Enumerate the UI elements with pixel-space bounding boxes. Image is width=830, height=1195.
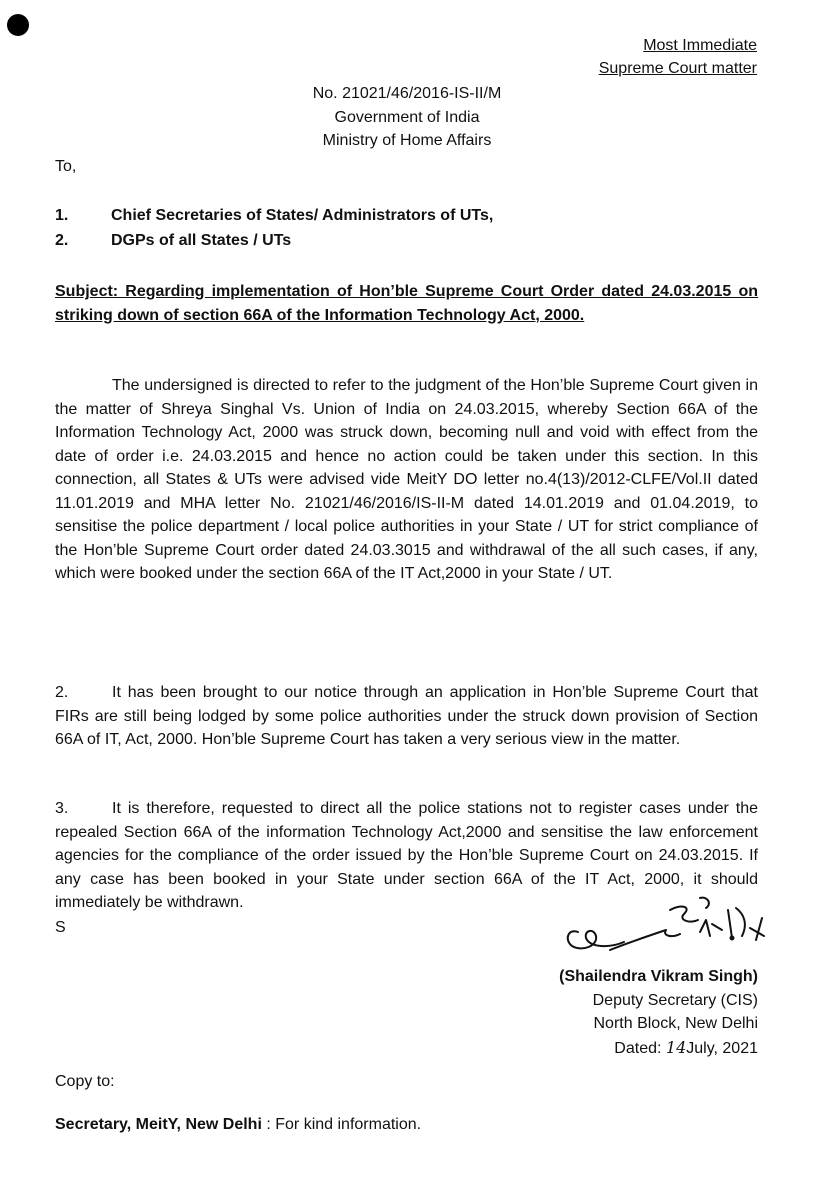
subject-line: Subject: Regarding implementation of Hon’ble Supreme Court Order dated 24.03.2015 on striking down of section 66A of the Information Technology Act, 2000. [55, 283, 758, 324]
dated-label: Dated: [614, 1039, 662, 1057]
government-name: Government of India [334, 108, 480, 126]
paragraph-number: 2. [55, 684, 69, 701]
copy-recipient-name: Secretary, MeitY, New Delhi [55, 1116, 262, 1133]
paragraph-number: 3. [55, 800, 69, 817]
addressee-number: 2. [55, 232, 69, 249]
ministry-name: Ministry of Home Affairs [322, 132, 492, 149]
addressee-item [55, 229, 493, 254]
paragraph-2 [55, 681, 758, 752]
dated-month-year: July, 2021 [686, 1039, 758, 1057]
letter-header [0, 82, 814, 153]
addressee-item [55, 204, 493, 229]
urgency-most-immediate: Most Immediate [643, 37, 757, 54]
signature-date [559, 1036, 758, 1061]
copy-to-label: Copy to: [55, 1073, 115, 1090]
signatory-block [559, 965, 758, 1060]
paragraph-text: It has been brought to our notice through an application in Hon’ble Supreme Court that FIRs are still being lodged by some police authorities under the struck down provision of Section 66A of IT, Act, 2000. Hon’ble Supreme Court has taken a very serious view in the matter. [55, 684, 758, 748]
paragraph-text: The undersigned is directed to refer to the judgment of the Hon’ble Supreme Court given in the matter of Shreya Singhal Vs. Union of India on 24.03.2015, whereby Section 66A of the Information Technology Act, 2000 was struck down, becoming null and void with effect from the date of order i.e. 24.03.2015 and hence no action could be taken under this section. In this connection, all States & UTs were advised vide MeitY DO letter no.4(13)/2012-CLFE/Vol.II dated 11.01.2019 and MHA letter No. 21021/46/2016/IS-II-M dated 14.01.2019 and 01.04.2019, to sensitise the police department / local police authorities in your State / UT for strict compliance of the Hon’ble Supreme Court order dated 24.03.3015 and withdrawal of the all such cases, if any, which were booked under the section 66A of the IT Act,2000 in your State / UT. [55, 377, 758, 582]
punch-hole-dot [7, 14, 29, 36]
to-label: To, [55, 158, 77, 175]
copy-recipient [55, 1113, 421, 1137]
paragraph-1 [55, 374, 758, 586]
handwritten-day: 14 [665, 1037, 687, 1057]
signatory-name: (Shailendra Vikram Singh) [559, 968, 758, 985]
reference-number: No. 21021/46/2016-IS-II/M [312, 85, 502, 102]
urgency-supreme-court: Supreme Court matter [598, 60, 757, 77]
signatory-designation: Deputy Secretary (CIS) [592, 991, 758, 1009]
stray-mark: S [55, 919, 66, 936]
addressee-list [55, 204, 493, 254]
addressee-number: 1. [55, 207, 69, 224]
urgency-markings [599, 34, 757, 80]
signatory-address: North Block, New Delhi [593, 1015, 758, 1032]
copy-recipient-purpose: : For kind information. [261, 1116, 422, 1133]
addressee-text: Chief Secretaries of States/ Administrators of UTs, [111, 207, 494, 224]
addressee-text: DGPs of all States / UTs [111, 232, 292, 249]
paragraph-text: It is therefore, requested to direct all the police stations not to register cases under the repealed Section 66A of the information Technology Act,2000 and sensitise the law enforcement agencies for the compliance of the order issued by the Hon’ble Supreme Court on 24.03.2015. If any case has been booked in your State under section 66A of the IT Act, 2000, it should immediately be withdrawn. [55, 800, 758, 911]
